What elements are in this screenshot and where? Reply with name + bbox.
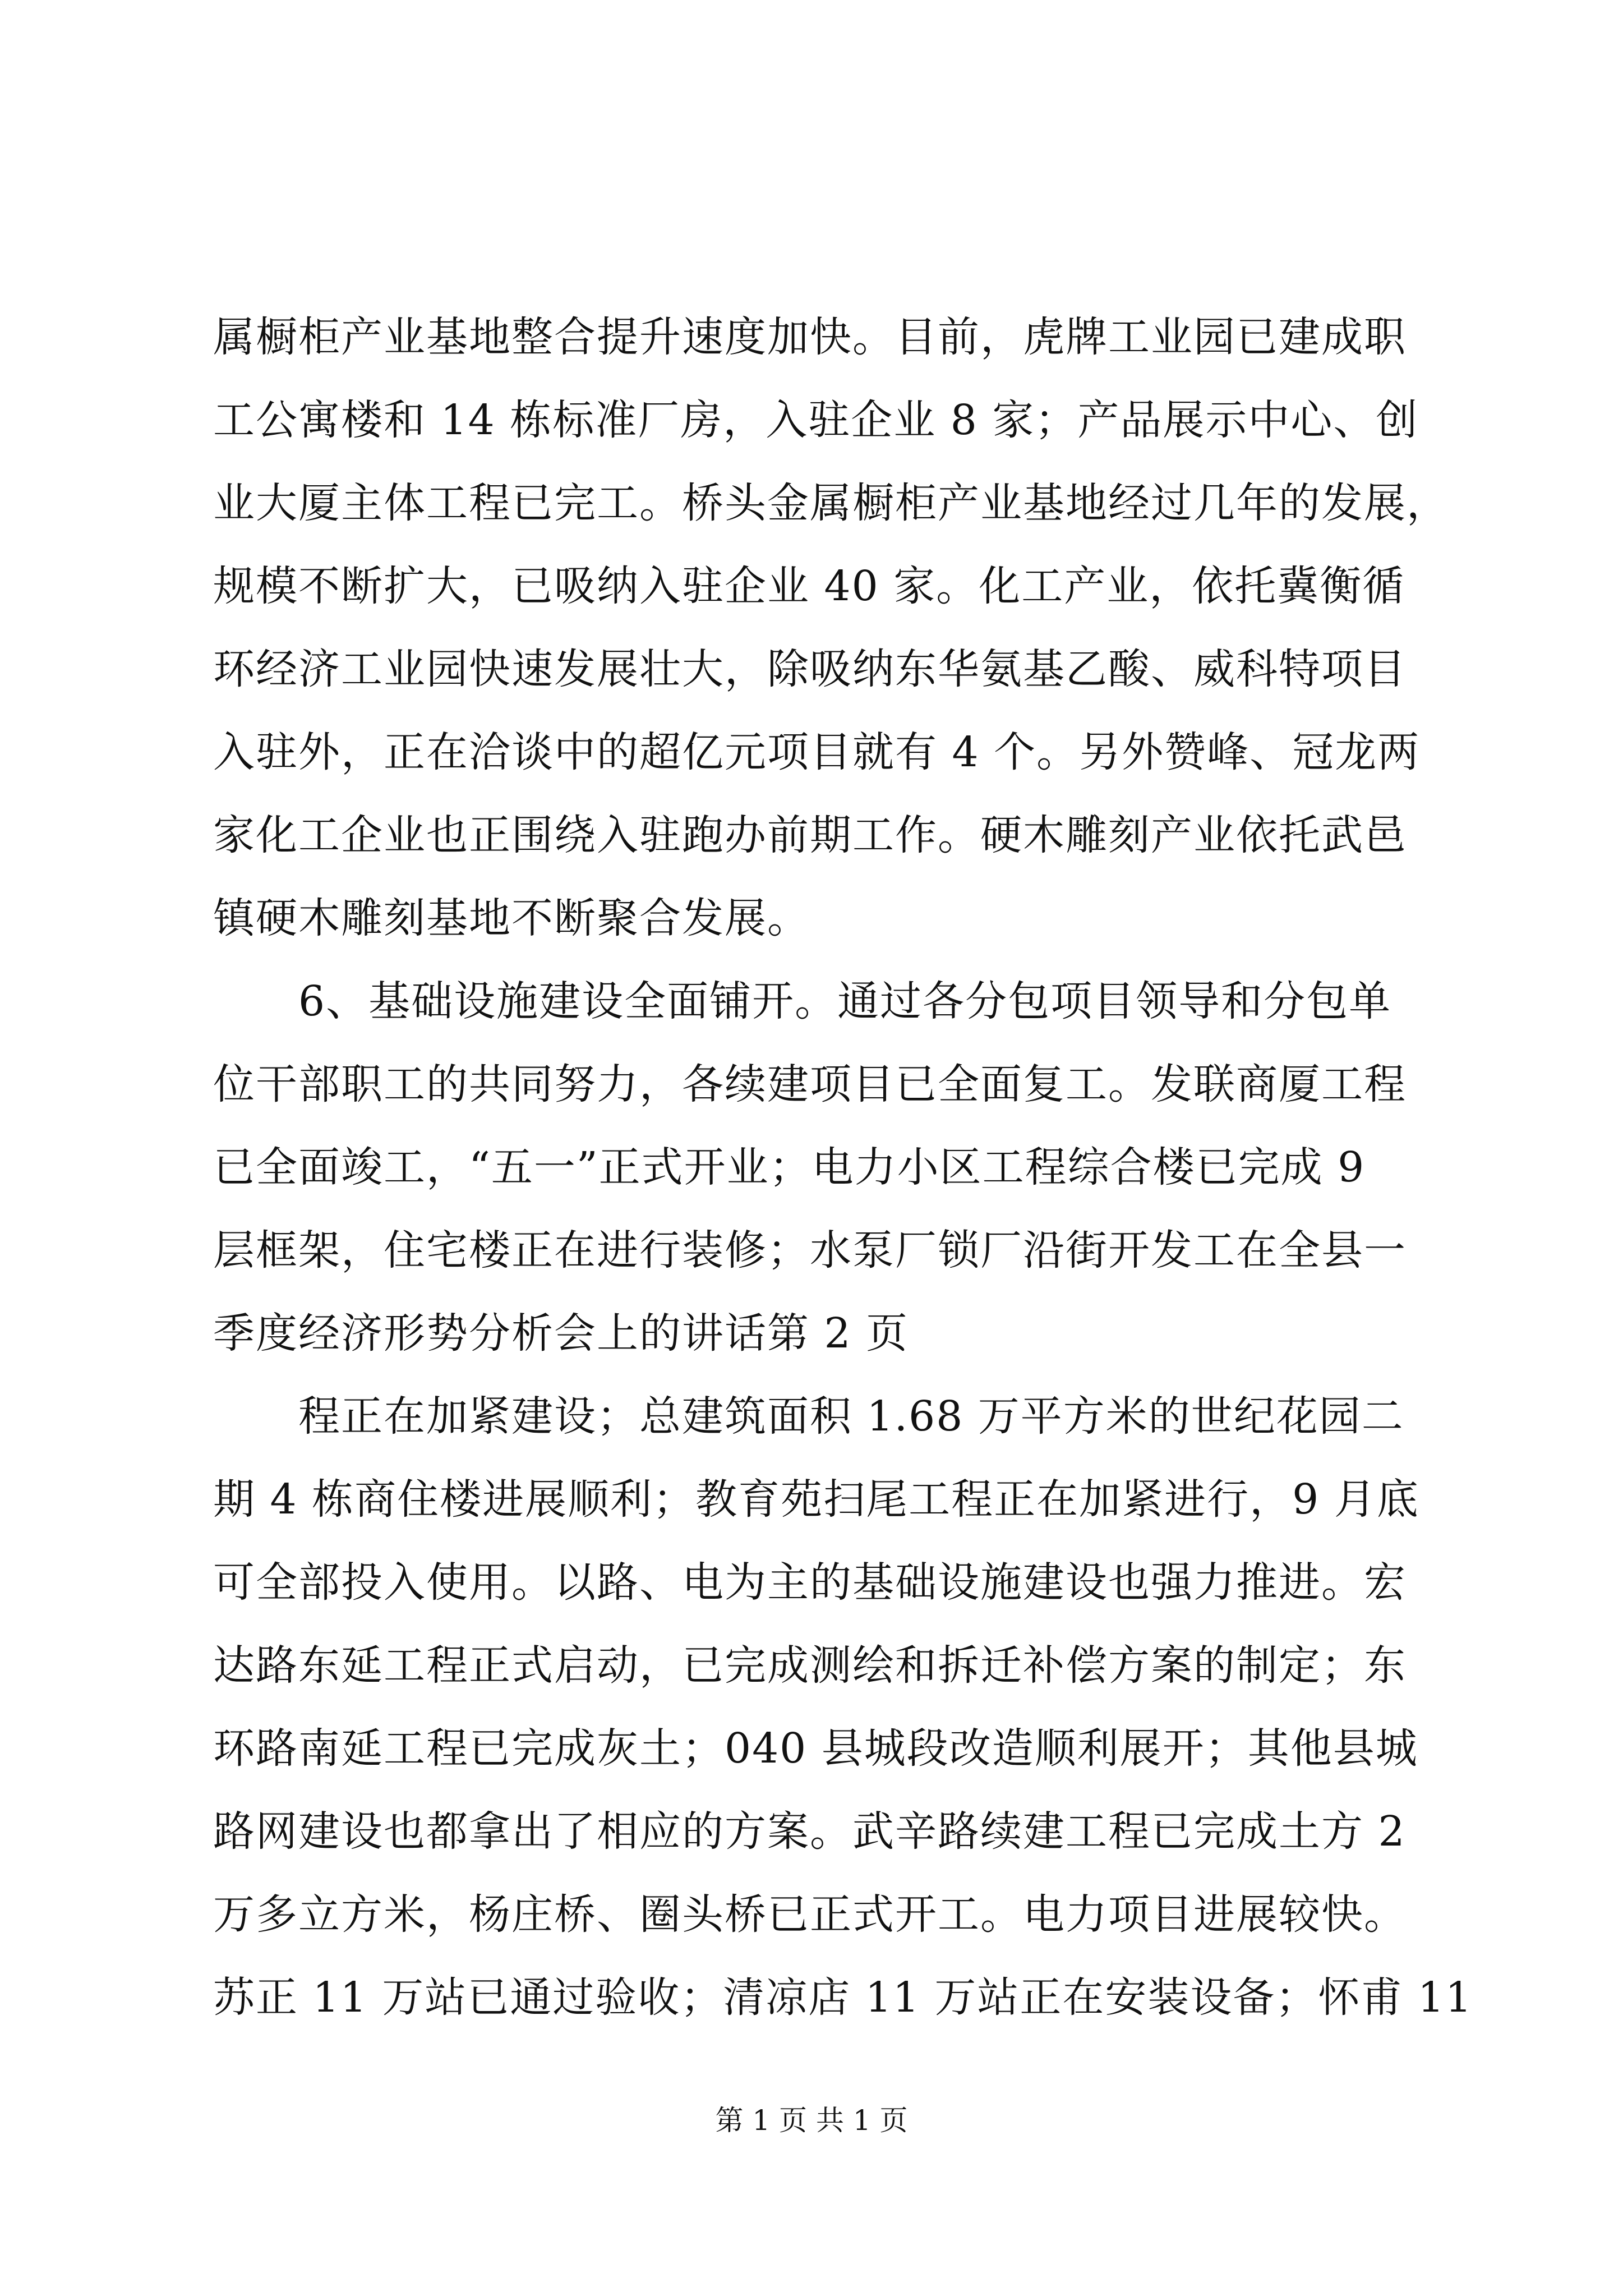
text-line: 环路南延工程已完成灰土；040 县城段改造顺利展开；其他县城 — [213, 1724, 1418, 1773]
text-line: 万多立方米，杨庄桥、圈头桥已正式开工。电力项目进展较快。 — [213, 1890, 1407, 1939]
page-footer: 第 1 页 共 1 页 — [715, 2104, 908, 2137]
text-line: 镇硬木雕刻基地不断聚合发展。 — [213, 894, 810, 942]
text-line: 程正在加紧建设；总建筑面积 1.68 万平方米的世纪花园二 — [213, 1392, 1404, 1441]
text-line: 业大厦主体工程已完工。桥头金属橱柜产业基地经过几年的发展， — [213, 479, 1449, 527]
text-line: 路网建设也都拿出了相应的方案。武辛路续建工程已完成土方 2 — [213, 1807, 1406, 1856]
text-line: 规模不断扩大，已吸纳入驻企业 40 家。化工产业，依托冀衡循 — [213, 562, 1405, 610]
text-line: 入驻外，正在洽谈中的超亿元项目就有 4 个。另外赞峰、冠龙两 — [213, 728, 1421, 776]
document-body — [213, 296, 1481, 2039]
text-line: 层框架，住宅楼正在进行装修；水泵厂锁厂沿街开发工在全县一 — [213, 1226, 1407, 1274]
text-line: 工公寓楼和 14 栋标准厂房，入驻企业 8 家；产品展示中心、创 — [213, 396, 1419, 444]
text-line: 期 4 栋商住楼进展顺利；教育苑扫尾工程正在加紧进行，9 月底 — [213, 1475, 1419, 1524]
text-line: 可全部投入使用。以路、电为主的基础设施建设也强力推进。宏 — [213, 1558, 1407, 1607]
text-line: 苏正 11 万站已通过验收；清凉店 11 万站正在安装设备；怀甫 11 — [213, 1973, 1473, 2022]
text-line: 达路东延工程正式启动，已完成测绘和拆迁补偿方案的制定；东 — [213, 1641, 1407, 1690]
text-line: 季度经济形势分析会上的讲话第 2 页 — [213, 1309, 909, 1358]
text-line: 环经济工业园快速发展壮大，除吸纳东华氨基乙酸、威科特项目 — [213, 645, 1407, 693]
text-line: 6、基础设施建设全面铺开。通过各分包项目领导和分包单 — [213, 977, 1392, 1025]
text-line: 家化工企业也正围绕入驻跑办前期工作。硬木雕刻产业依托武邑 — [213, 811, 1407, 859]
text-line: 位干部职工的共同努力，各续建项目已全面复工。发联商厦工程 — [213, 1060, 1407, 1108]
text-line: 已全面竣工，“五一”正式开业；电力小区工程综合楼已完成 9 — [213, 1143, 1366, 1191]
text-line: 属橱柜产业基地整合提升速度加快。目前，虎牌工业园已建成职 — [213, 313, 1407, 361]
